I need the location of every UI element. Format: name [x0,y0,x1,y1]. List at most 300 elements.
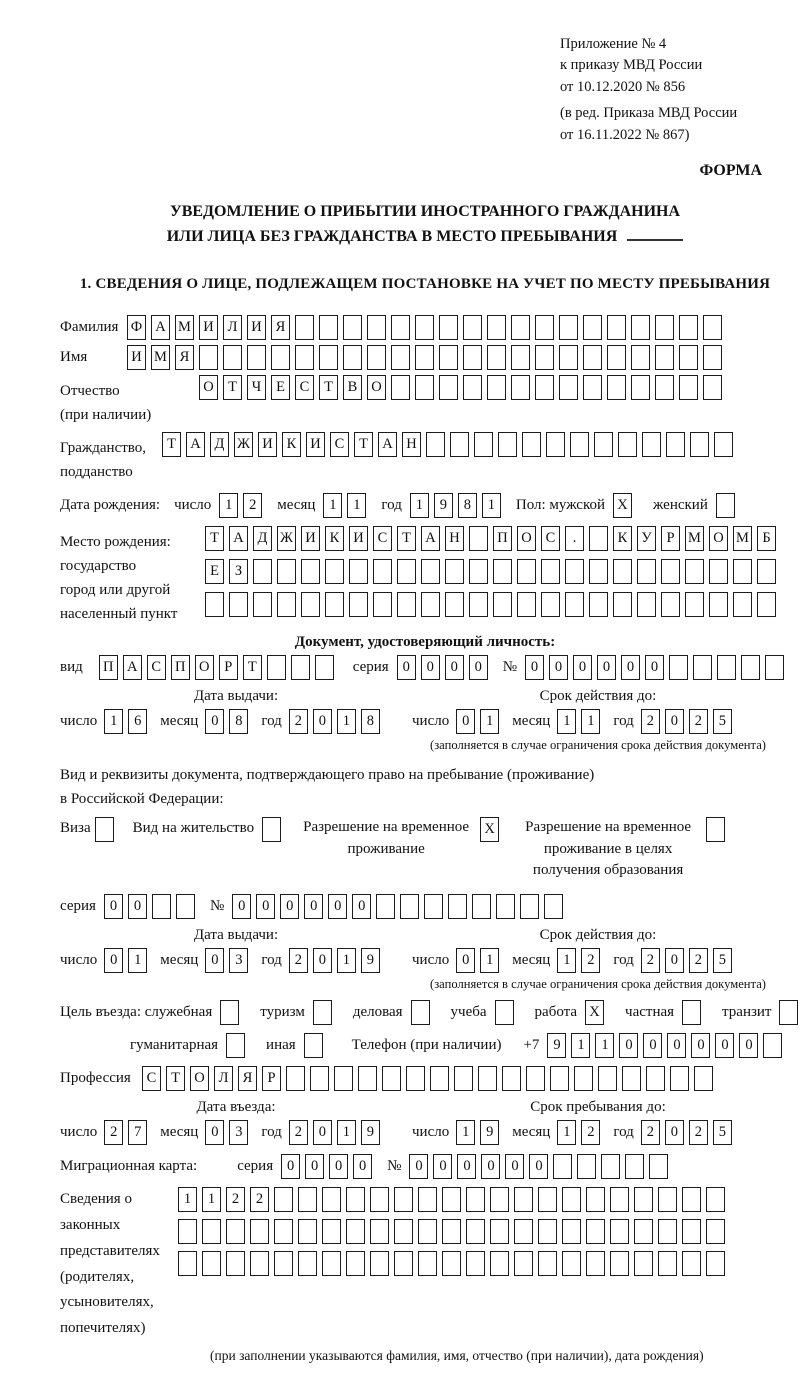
birth-year-cells [410,493,506,518]
char-cell [655,375,674,400]
char-cell [325,559,344,584]
char-cell: 0 [456,948,475,973]
char-cell [733,559,752,584]
char-cell [634,1251,653,1276]
char-cell [607,315,626,340]
char-cell [448,894,467,919]
year-label: год [261,1124,282,1141]
representatives-label-line: законных [60,1216,121,1233]
char-cell: 3 [229,948,248,973]
name-label: Имя [60,348,88,365]
char-cell [466,1219,485,1244]
citizenship-label [60,432,162,484]
char-cell: И [349,526,368,551]
char-cell [394,1251,413,1276]
citizenship-row [60,432,790,484]
char-cell [693,655,712,680]
char-cell [487,345,506,370]
char-cell [391,315,410,340]
permit-valid-line [412,948,784,973]
permit-issue-caption: Дата выдачи: [193,927,279,944]
day-label: число [60,952,98,969]
char-cell [394,1219,413,1244]
char-cell: К [325,526,344,551]
char-cell: Н [402,432,421,457]
char-cell: 0 [353,1154,372,1179]
day-label: число [412,712,450,729]
char-cell [439,315,458,340]
doc-number-label: № [502,658,517,675]
char-cell [370,1251,389,1276]
char-cell: Л [214,1066,233,1091]
purpose-work-label: работа [534,1004,578,1021]
char-cell: 0 [205,948,224,973]
entry-date-line [60,1120,412,1145]
purpose-humanitarian-label: гуманитарная [130,1037,219,1054]
char-cell [397,592,416,617]
char-cell: 1 [178,1187,197,1212]
char-cell: Е [271,375,290,400]
char-cell: 0 [352,894,371,919]
char-cell: К [613,526,632,551]
char-cell [370,1187,389,1212]
phone-label: Телефон (при наличии) [351,1037,502,1054]
residence-permit-label: Вид на жительство [132,819,255,836]
stay-doc-caption-line2: в Российской Федерации: [60,790,224,807]
birthplace-cell-rows [205,526,781,617]
year-label: год [613,952,634,969]
char-cell [565,592,584,617]
entry-dates-block [60,1099,790,1145]
char-cell [709,592,728,617]
char-cell: О [517,526,536,551]
doc-issue-day-cells [104,709,152,734]
purpose-study-label: учеба [450,1004,487,1021]
char-cell: 1 [219,493,238,518]
char-cell [223,345,242,370]
char-cell [544,894,563,919]
char-cell: 0 [667,1033,686,1058]
migration-card-row [60,1154,790,1179]
birthdate-label: Дата рождения: [60,496,161,513]
char-cell: 1 [410,493,429,518]
char-cell [277,559,296,584]
month-label: месяц [160,712,199,729]
char-cell [682,1000,701,1025]
surname-row [60,315,790,340]
char-cell [535,375,554,400]
char-cell: 0 [643,1033,662,1058]
char-cell: 6 [128,709,147,734]
char-cell: 0 [304,894,323,919]
char-cell: 2 [689,1120,708,1145]
char-cell: Т [205,526,224,551]
char-cell: К [282,432,301,457]
char-cell: С [147,655,166,680]
char-cell: 0 [313,1120,332,1145]
char-cell [679,315,698,340]
char-cell [562,1251,581,1276]
purpose-official-label: Цель въезда: служебная [60,1004,213,1021]
char-cell: Ч [247,375,266,400]
char-cell: 0 [205,1120,224,1145]
representatives-footnote: (при заполнении указываются фамилия, имя, отчество (при наличии), дата рождения) [210,1347,704,1363]
char-cell: 9 [434,493,453,518]
char-cell: И [127,345,146,370]
citizenship-cells [162,432,738,457]
migration-card-label: Миграционная карта: [60,1158,198,1175]
char-cell [430,1066,449,1091]
char-cell: Я [238,1066,257,1091]
temp-residence-item [300,817,504,861]
char-cell [690,432,709,457]
char-cell: 1 [557,1120,576,1145]
sex-female-checkbox [716,493,740,518]
purpose-business-checkbox [411,1000,435,1025]
char-cell [610,1251,629,1276]
char-cell [553,1154,572,1179]
stay-until-line [412,1120,784,1145]
purpose-tourism-checkbox [313,1000,337,1025]
char-cell: О [367,375,386,400]
char-cell: 8 [361,709,380,734]
char-cell [685,559,704,584]
char-cell [439,375,458,400]
char-cell: 2 [243,493,262,518]
char-cell [226,1251,245,1276]
char-cell [550,1066,569,1091]
char-cell: 0 [469,655,488,680]
birthplace-label-line2: государство [60,557,137,574]
stay-month-cells [557,1120,605,1145]
doc-valid-note: (заполняется в случае ограничения срока действия документа) [430,737,766,752]
char-cell [535,345,554,370]
doc-issue-month-cells [205,709,253,734]
permit-issue-line [60,948,412,973]
char-cell [271,345,290,370]
surname-cells [127,315,727,340]
char-cell [418,1187,437,1212]
char-cell: 0 [305,1154,324,1179]
char-cell: 9 [361,1120,380,1145]
purpose-row1 [60,1000,790,1025]
day-label: число [60,712,98,729]
char-cell [757,559,776,584]
amendment-line: от 16.11.2022 № 867) [560,126,690,143]
char-cell [315,655,334,680]
permit-issue-month-cells [205,948,253,973]
purpose-tourism-label: туризм [260,1004,305,1021]
char-cell: М [175,315,194,340]
char-cell: 0 [457,1154,476,1179]
char-cell: С [295,375,314,400]
char-cell [646,1066,665,1091]
permit-valid-year-cells [641,948,737,973]
char-cell: И [247,315,266,340]
char-cell: 0 [128,894,147,919]
char-cell [253,592,272,617]
char-cell [562,1219,581,1244]
char-cell [349,559,368,584]
char-cell [298,1251,317,1276]
char-cell [565,559,584,584]
char-cell: 0 [313,948,332,973]
char-cell [199,345,218,370]
char-cell: 2 [289,1120,308,1145]
title-underline [627,225,683,241]
char-cell: 0 [597,655,616,680]
name-row [60,345,790,370]
char-cell [538,1187,557,1212]
char-cell [520,894,539,919]
char-cell [682,1219,701,1244]
char-cell [176,894,195,919]
entry-date-caption: Дата въезда: [196,1099,276,1116]
char-cell: А [123,655,142,680]
sex-female-label: женский [653,496,708,513]
char-cell: 1 [557,709,576,734]
char-cell: 0 [280,894,299,919]
char-cell [322,1219,341,1244]
char-cell: 0 [505,1154,524,1179]
doc-type-cells [99,655,339,680]
char-cell: А [151,315,170,340]
month-label: месяц [160,952,199,969]
char-cell [589,526,608,551]
residence-permit-item [133,817,286,842]
char-cell: 0 [445,655,464,680]
char-cell: Р [661,526,680,551]
char-cell [583,315,602,340]
doc-issue-year-cells [289,709,385,734]
char-cell [442,1251,461,1276]
representatives-label-line: Сведения о [60,1191,132,1208]
char-cell: 2 [689,948,708,973]
char-cell [589,592,608,617]
char-cell: 9 [480,1120,499,1145]
representatives-label-line: попечителях) [60,1320,146,1337]
char-cell [370,1219,389,1244]
char-cell [487,315,506,340]
patronymic-row [60,375,790,427]
char-cell [682,1187,701,1212]
char-cell [424,894,443,919]
char-cell: 5 [713,709,732,734]
char-cell: 7 [128,1120,147,1145]
char-cell [445,592,464,617]
char-cell [415,315,434,340]
char-cell [394,1187,413,1212]
year-label: год [613,1124,634,1141]
char-cell: 2 [641,948,660,973]
char-cell [583,375,602,400]
char-cell [295,315,314,340]
char-cell [319,315,338,340]
char-cell [637,592,656,617]
char-cell [586,1219,605,1244]
char-cell: 2 [641,1120,660,1145]
char-cell [418,1219,437,1244]
section1-heading: 1. СВЕДЕНИЯ О ЛИЦЕ, ПОДЛЕЖАЩЕМ ПОСТАНОВКЕ НА УЧЕТ ПО МЕСТУ ПРЕБЫВАНИЯ [79,275,771,292]
purpose-other-checkbox [304,1033,328,1058]
permit-valid-col [412,927,784,992]
char-cell: С [142,1066,161,1091]
doc-issue-line [60,709,412,734]
char-cell [763,1033,782,1058]
char-cell: Е [205,559,224,584]
char-cell [634,1187,653,1212]
patronymic-cells [199,375,727,400]
char-cell [418,1251,437,1276]
purpose-other-label: иная [266,1037,296,1054]
stay-day-cells [456,1120,504,1145]
char-cell [466,1251,485,1276]
char-cell [607,375,626,400]
permit-issue-day-cells [104,948,152,973]
char-cell [669,655,688,680]
char-cell [343,315,362,340]
char-cell [267,655,286,680]
char-cell: 2 [289,709,308,734]
char-cell [642,432,661,457]
char-cell [301,559,320,584]
char-cell [517,592,536,617]
char-cell [741,655,760,680]
doc-series-cells [397,655,493,680]
char-cell [495,1000,514,1025]
char-cell [679,375,698,400]
char-cell: Ж [277,526,296,551]
char-cell: 1 [337,709,356,734]
page-title [60,200,790,250]
char-cell: Л [223,315,242,340]
char-cell [631,315,650,340]
char-cell: Т [354,432,373,457]
char-cell: 9 [361,948,380,973]
birthplace-block [60,526,790,626]
char-cell: 1 [480,948,499,973]
char-cell [733,592,752,617]
char-cell [454,1066,473,1091]
char-cell: 8 [458,493,477,518]
char-cell [666,432,685,457]
char-cell: 1 [456,1120,475,1145]
char-cell [373,559,392,584]
representatives-label-line: (родителях, [60,1268,135,1285]
char-cell [694,1066,713,1091]
char-cell [714,432,733,457]
char-cell [613,559,632,584]
year-label: год [261,952,282,969]
char-cell [319,345,338,370]
birthplace-row1-cells [205,526,781,551]
char-cell [661,559,680,584]
char-cell [346,1187,365,1212]
char-cell [670,1066,689,1091]
char-cell: С [541,526,560,551]
char-cell [400,894,419,919]
char-cell: 1 [128,948,147,973]
char-cell: 9 [547,1033,566,1058]
char-cell [613,592,632,617]
birthplace-label-line3: город или другой [60,581,171,598]
char-cell: 1 [202,1187,221,1212]
char-cell [391,375,410,400]
char-cell [559,375,578,400]
char-cell [658,1219,677,1244]
char-cell: В [343,375,362,400]
char-cell: 0 [645,655,664,680]
char-cell: 0 [232,894,251,919]
char-cell: 1 [557,948,576,973]
permit-valid-day-cells [456,948,504,973]
char-cell: 0 [433,1154,452,1179]
day-label: число [412,952,450,969]
month-label: месяц [160,1124,199,1141]
appendix-note [560,34,790,146]
char-cell: 2 [641,709,660,734]
char-cell [610,1219,629,1244]
char-cell: О [709,526,728,551]
char-cell [631,375,650,400]
char-cell: Д [253,526,272,551]
stay-until-col [412,1099,784,1145]
citizenship-label-line2: подданство [60,463,133,480]
char-cell: 5 [713,948,732,973]
char-cell [298,1219,317,1244]
char-cell [397,559,416,584]
char-cell: 0 [573,655,592,680]
char-cell [472,894,491,919]
stay-doc-caption-line1: Вид и реквизиты документа, подтверждающего право на пребывание (проживание) [60,766,595,783]
patronymic-label-line2: (при наличии) [60,406,152,423]
char-cell [559,315,578,340]
char-cell [226,1033,245,1058]
doc-series-label: серия [352,658,389,675]
char-cell [574,1066,593,1091]
permit-series-row [60,894,790,919]
char-cell: 0 [104,948,123,973]
year-label: год [261,712,282,729]
representatives-block [60,1187,790,1342]
char-cell: И [258,432,277,457]
char-cell: 0 [665,709,684,734]
char-cell [247,345,266,370]
entry-year-cells [289,1120,385,1145]
char-cell [562,1187,581,1212]
birthplace-labels [60,526,205,626]
char-cell [426,432,445,457]
entry-month-cells [205,1120,253,1145]
visa-item [60,817,119,842]
char-cell [706,1187,725,1212]
doc-dates-block [60,688,790,753]
char-cell: 0 [281,1154,300,1179]
char-cell: 0 [665,1120,684,1145]
char-cell: 1 [323,493,342,518]
char-cell: О [190,1066,209,1091]
char-cell [463,315,482,340]
purpose-row2 [130,1033,790,1058]
char-cell [716,493,735,518]
char-cell [577,1154,596,1179]
char-cell: С [330,432,349,457]
char-cell: 1 [482,493,501,518]
char-cell: 2 [226,1187,245,1212]
entry-day-cells [104,1120,152,1145]
char-cell: . [565,526,584,551]
permit-valid-month-cells [557,948,605,973]
